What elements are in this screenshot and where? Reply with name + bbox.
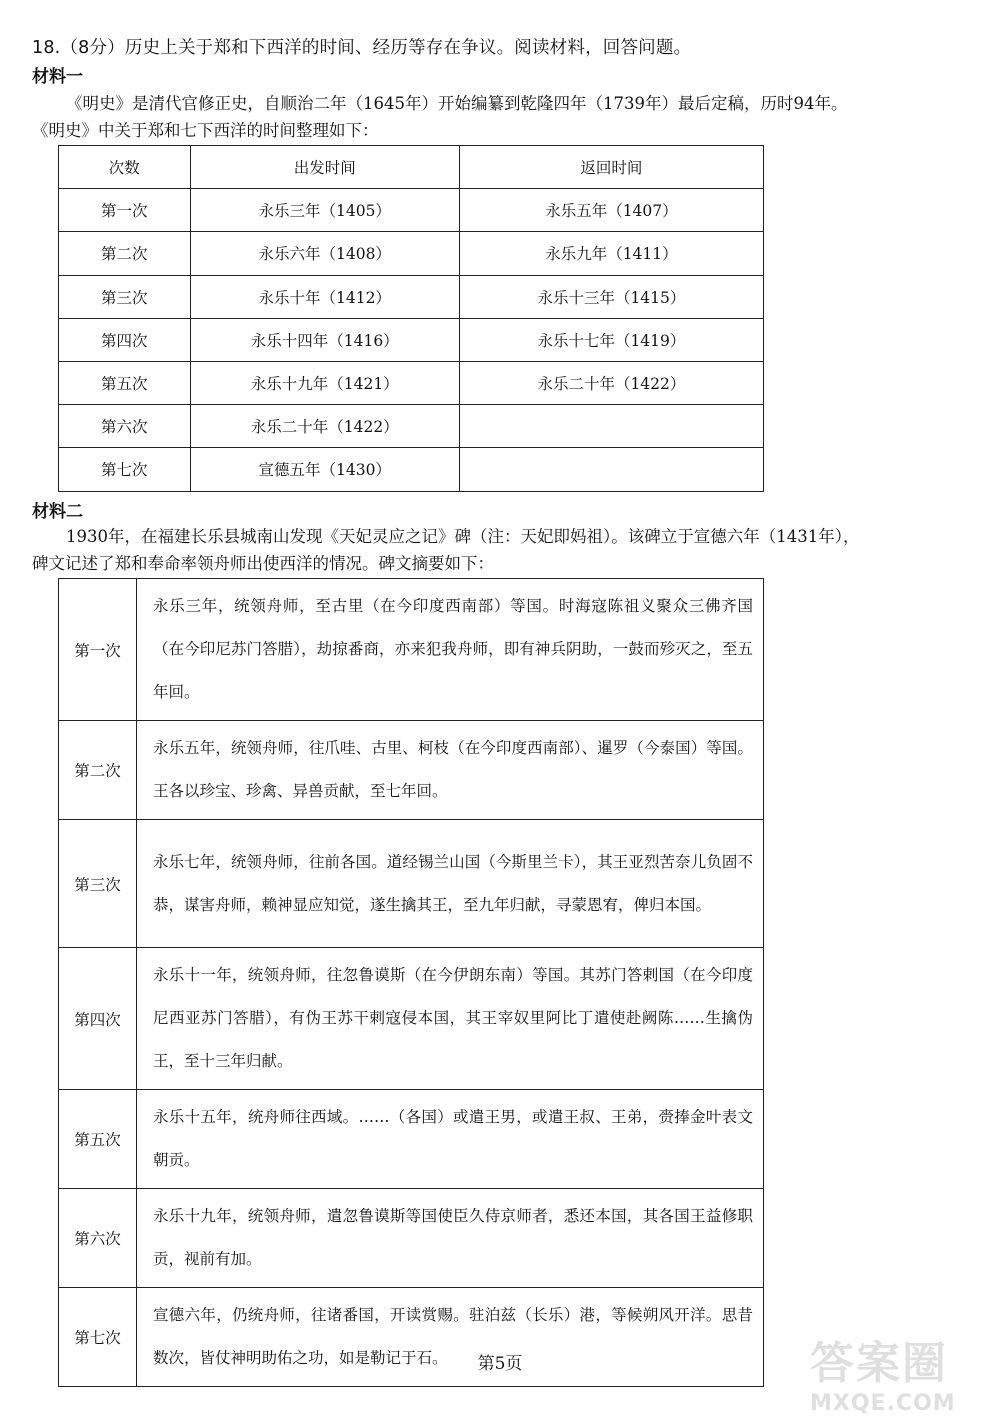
- header-count: 次数: [59, 146, 191, 189]
- table-row: [59, 948, 764, 1090]
- row-text: 宣德六年，仍统舟师，往诸番国，开读赏赐。驻泊兹（长乐）港，等候朔风开洋。思昔数次，皆仗神明助佑之功，如是勒记于石。: [137, 1288, 764, 1387]
- page-number: 第5页: [477, 1354, 523, 1374]
- row-label: 第六次: [59, 1189, 137, 1288]
- material1-line2: 《明史》中关于郑和七下西洋的时间整理如下：: [32, 121, 379, 140]
- cell-return: 永乐十三年（1415）: [459, 275, 763, 318]
- cell-departure: 永乐六年（1408）: [190, 232, 459, 275]
- question-title: 18.（8分）历史上关于郑和下西洋的时间、经历等存在争议。阅读材料，回答问题。: [32, 38, 692, 58]
- material1-line1: 《明史》是清代官修正史，自顺治二年（1645年）开始编纂到乾隆四年（1739年）最后定稿，历时94年。: [66, 94, 848, 113]
- cell-departure: 宣德五年（1430）: [190, 448, 459, 491]
- material2-heading: 材料二: [32, 502, 83, 522]
- table-row: [59, 189, 764, 232]
- table-row: [59, 721, 764, 820]
- cell-return: 永乐二十年（1422）: [459, 361, 763, 404]
- watermark-text: 答案圈: [810, 1338, 948, 1389]
- cell-count: 第二次: [59, 232, 191, 275]
- table-row: [59, 318, 764, 361]
- cell-count: 第一次: [59, 189, 191, 232]
- cell-count: 第七次: [59, 448, 191, 491]
- table-row: [59, 579, 764, 721]
- cell-return: 永乐五年（1407）: [459, 189, 763, 232]
- stele-excerpt-table: [58, 578, 764, 1387]
- cell-departure: 永乐十年（1412）: [190, 275, 459, 318]
- table-row: [59, 1090, 764, 1189]
- row-text: 永乐十一年，统领舟师，往忽鲁谟斯（在今伊朗东南）等国。其苏门答剌国（在今印度尼西亚苏门答腊），有伪王苏干剌寇侵本国，其王宰奴里阿比丁遣使赴阙陈……生擒伪王，至十三年归献。: [137, 948, 764, 1090]
- table-row: [59, 448, 764, 491]
- cell-return: [459, 448, 763, 491]
- table-row: [59, 1189, 764, 1288]
- cell-departure: 永乐十九年（1421）: [190, 361, 459, 404]
- row-label: 第七次: [59, 1288, 137, 1387]
- row-label: 第一次: [59, 579, 137, 721]
- material2-intro: [32, 523, 972, 577]
- cell-count: 第四次: [59, 318, 191, 361]
- row-label: 第四次: [59, 948, 137, 1090]
- cell-count: 第五次: [59, 361, 191, 404]
- cell-return: [459, 405, 763, 448]
- cell-return: 永乐十七年（1419）: [459, 318, 763, 361]
- material2-line2: 碑文记述了郑和奉命率领舟师出使西洋的情况。碑文摘要如下：: [32, 554, 494, 573]
- table-row: [59, 275, 764, 318]
- row-label: 第三次: [59, 820, 137, 948]
- row-label: 第五次: [59, 1090, 137, 1189]
- cell-departure: 永乐二十年（1422）: [190, 405, 459, 448]
- watermark-url: MXQE.COM: [810, 1391, 956, 1416]
- material1-intro: [32, 90, 972, 144]
- watermark-logo: [810, 1327, 980, 1416]
- header-departure: 出发时间: [190, 146, 459, 189]
- material1-heading: 材料一: [32, 67, 83, 87]
- table-header-row: [59, 146, 764, 189]
- cell-departure: 永乐十四年（1416）: [190, 318, 459, 361]
- row-text: 永乐七年，统领舟师，往前各国。道经锡兰山国（今斯里兰卡），其王亚烈苦奈儿负固不恭，谋害舟师，赖神显应知觉，遂生擒其王，至九年归献，寻蒙恩宥，俾归本国。: [137, 820, 764, 948]
- cell-count: 第三次: [59, 275, 191, 318]
- row-text: 永乐十五年，统舟师往西域。……（各国）或遣王男，或遣王叔、王弟，赍捧金叶表文朝贡。: [137, 1090, 764, 1189]
- table-row: [59, 361, 764, 404]
- row-text: 永乐十九年，统领舟师，遣忽鲁谟斯等国使臣久侍京师者，悉还本国，其各国王益修职贡，视前有加。: [137, 1189, 764, 1288]
- table-row: [59, 405, 764, 448]
- cell-count: 第六次: [59, 405, 191, 448]
- row-label: 第二次: [59, 721, 137, 820]
- row-text: 永乐五年，统领舟师，往爪哇、古里、柯枝（在今印度西南部）、暹罗（今泰国）等国。王各以珍宝、珍禽、异兽贡献，至七年回。: [137, 721, 764, 820]
- voyage-time-table: [58, 145, 764, 492]
- table-row: [59, 232, 764, 275]
- cell-departure: 永乐三年（1405）: [190, 189, 459, 232]
- cell-return: 永乐九年（1411）: [459, 232, 763, 275]
- table-row: [59, 820, 764, 948]
- material2-line1: 1930年，在福建长乐县城南山发现《天妃灵应之记》碑（注：天妃即妈祖）。该碑立于宣德六年（1431年），: [66, 527, 860, 546]
- header-return: 返回时间: [459, 146, 763, 189]
- row-text: 永乐三年，统领舟师，至古里（在今印度西南部）等国。时海寇陈祖义聚众三佛齐国（在今印尼苏门答腊），劫掠番商，亦来犯我舟师，即有神兵阴助，一鼓而殄灭之，至五年回。: [137, 579, 764, 721]
